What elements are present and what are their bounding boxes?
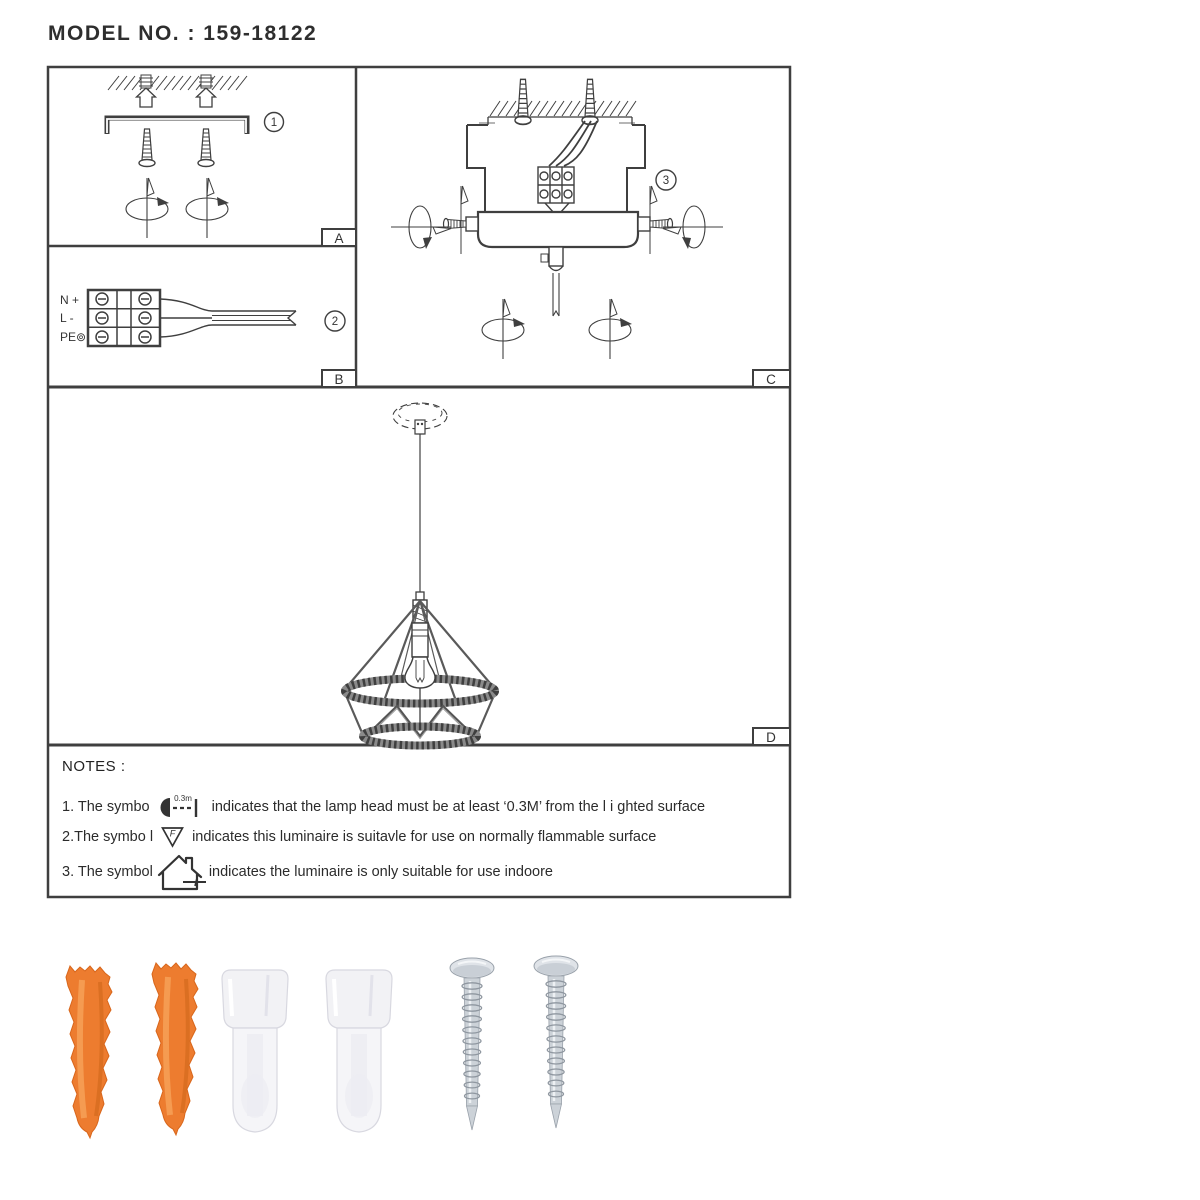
mounting-screw-photo [450, 958, 494, 1130]
distance-label: 0.3m [173, 794, 192, 803]
terminal-label-l: L - [60, 311, 74, 325]
step-number: 3 [662, 175, 670, 187]
wall-plug-photo [152, 963, 198, 1135]
note-text: indicates the luminaire is only suitable for use indoore [208, 864, 553, 880]
terminal-label-pe: PE⊚ [60, 330, 87, 344]
note-text: indicates that the lamp head must be at least ‘0.3M’ from the l i ghted surface [211, 799, 706, 815]
note-text: 3. The symbol [62, 864, 153, 880]
wire-connector-cap-photo [222, 970, 288, 1132]
terminal-label-n: N + [60, 293, 80, 307]
panel-c-label: C [766, 372, 776, 387]
step-number: 2 [331, 316, 339, 328]
f-label: F [169, 828, 176, 839]
note-text: 2.The symbo l [62, 828, 154, 845]
step-number: 1 [270, 117, 278, 129]
panel-a-label: A [334, 231, 344, 246]
mounting-screw-photo [534, 956, 578, 1128]
wall-plug-photo [66, 966, 112, 1138]
model-number-title: MODEL NO. : 159-18122 [48, 22, 318, 45]
wire-connector-cap-photo [326, 970, 392, 1132]
notes-heading: NOTES : [62, 758, 126, 775]
note-text: 1. The symbo [62, 799, 150, 815]
note-text: indicates this luminaire is suitavle for use on normally flammable surface [192, 828, 657, 845]
panel-d-label: D [766, 730, 776, 745]
panel-b-label: B [334, 372, 344, 387]
